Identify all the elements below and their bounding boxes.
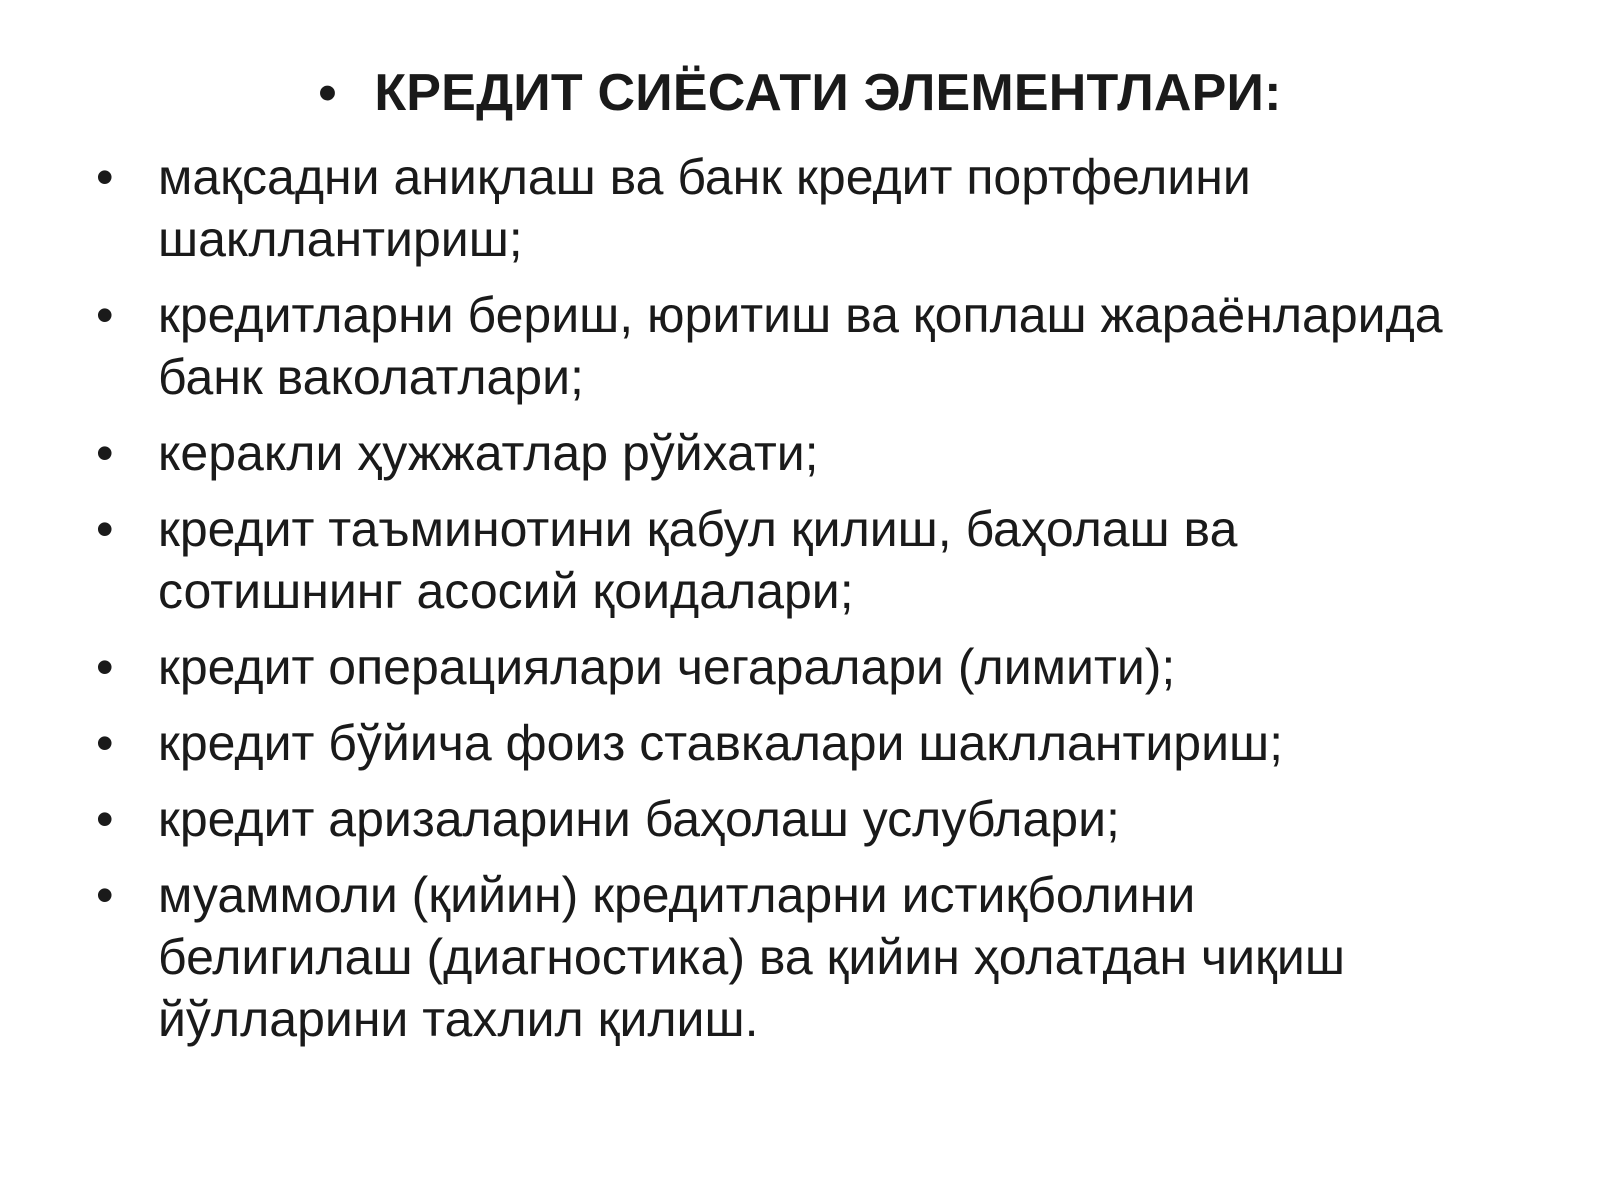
bullet-list (96, 146, 1566, 1064)
list-item-text: кредит операциялари чегаралари (лимити); (158, 639, 1176, 695)
list-item-text: кредит аризаларини баҳолаш услублари; (158, 791, 1120, 847)
list-item (96, 788, 1566, 850)
list-item (96, 712, 1566, 774)
list-item (96, 422, 1566, 484)
list-item-text: кредитларни бериш, юритиш ва қоплаш жараёнларида банк ваколатлари; (158, 287, 1443, 405)
list-item-text: кредит таъминотини қабул қилиш, баҳолаш ва сотишнинг асосий қоидалари; (158, 501, 1238, 619)
bullet-icon: • (96, 149, 114, 205)
list-item (96, 864, 1566, 1050)
list-item (96, 146, 1566, 270)
bullet-icon: • (96, 715, 114, 771)
list-item-text: муаммоли (қийин) кредитларни истиқболини белигилаш (диагностика) ва қийин ҳолатдан чиқиш йўлларини тахлил қилиш. (158, 867, 1345, 1047)
slide-title: КРЕДИТ СИЁСАТИ ЭЛЕМЕНТЛАРИ: (374, 64, 1282, 122)
list-item (96, 498, 1566, 622)
bullet-icon: • (96, 791, 114, 847)
bullet-icon: • (96, 639, 114, 695)
bullet-icon: • (96, 867, 114, 923)
bullet-icon: • (96, 425, 114, 481)
bullet-icon: • (96, 287, 114, 343)
list-item-text: кредит бўйича фоиз ставкалари шакллантириш; (158, 715, 1284, 771)
title-bullet-icon: • (318, 64, 337, 123)
list-item-text: мақсадни аниқлаш ва банк кредит портфелини шакллантириш; (158, 149, 1251, 267)
slide-title-row (0, 62, 1600, 124)
list-item (96, 636, 1566, 698)
list-item (96, 284, 1566, 408)
bullet-icon: • (96, 501, 114, 557)
list-item-text: керакли ҳужжатлар рўйхати; (158, 425, 819, 481)
